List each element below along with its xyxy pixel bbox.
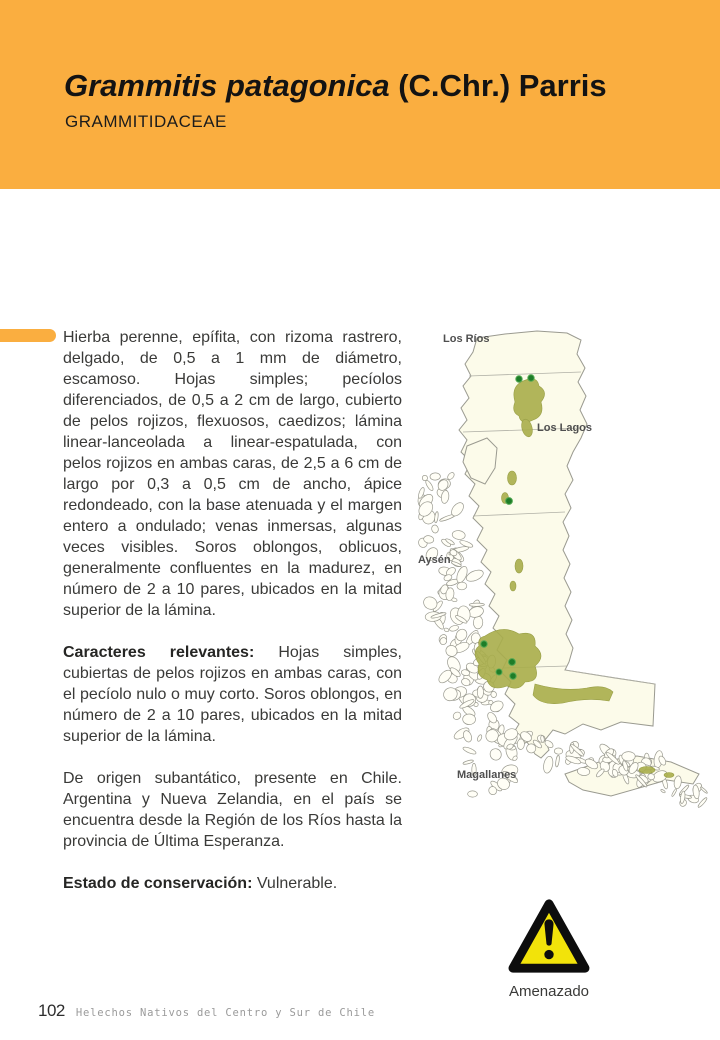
relevant-characters-text: Hojas simples, cubiertas de pelos rojizos en ambas caras, con el pecíolo nulo o muy corto. Soros oblongos, en número de 2 a 10 pares, ubicados en la mitad superior de la lámina. bbox=[63, 644, 402, 745]
map-region-label-los-rios: Los Ríos bbox=[443, 333, 490, 345]
conservation-status-label: Estado de conservación: bbox=[63, 875, 253, 892]
status-label: Amenazado bbox=[508, 983, 590, 1000]
page-footer bbox=[38, 1001, 375, 1021]
species-author: (C.Chr.) Parris bbox=[389, 68, 607, 103]
description-column bbox=[63, 327, 402, 915]
page-title bbox=[64, 68, 704, 104]
conservation-status-value: Vulnerable. bbox=[252, 875, 338, 892]
description-paragraph: Hierba perenne, epífita, con rizoma rastrero, delgado, de 0,5 a 1 mm de diámetro, escamoso. Hojas simples; pecíolos diferenciados, de 0,5 a 2 cm de largo, cubierto de pelos rojizos, flexuosos, caedizos; lámina linear-lanceolada a linear-espatulada, con pelos rojizos en ambas caras, de 2,5 a 6 cm de largo por 0,3 a 0,5 cm de ancho, ápice redondeado, con la base atenuada y el margen entero a ondulado; venas inmersas, algunas veces visibles. Soros oblongos, oblicuos, generalmente confluentes en la madurez, en número de 2 a 10 pares, ubicados en la mitad superior de la lámina. bbox=[63, 329, 402, 619]
map-region-label-los-lagos: Los Lagos bbox=[537, 422, 593, 434]
page-number: 102 bbox=[38, 1001, 65, 1020]
warning-triangle-icon bbox=[505, 896, 593, 976]
relevant-characters-label: Caracteres relevantes: bbox=[63, 644, 255, 661]
distribution-paragraph: De origen subantático, presente en Chile. Argentina y Nueva Zelandia, en el país se encuentra desde la Región de los Ríos hasta la provincia de Última Esperanza. bbox=[63, 770, 402, 850]
distribution-map bbox=[415, 326, 715, 812]
header-band bbox=[0, 0, 720, 189]
family-name: GRAMMITIDACEAE bbox=[65, 112, 227, 131]
relevant-characters-paragraph bbox=[63, 642, 402, 747]
chile-south-map-graphic bbox=[415, 326, 715, 812]
conservation-paragraph bbox=[63, 873, 402, 894]
section-marker bbox=[0, 329, 56, 342]
threat-status bbox=[501, 896, 597, 1000]
book-title: Helechos Nativos del Centro y Sur de Chile bbox=[75, 1007, 375, 1019]
species-name: Grammitis patagonica bbox=[64, 68, 390, 103]
map-region-label-aysen: Aysén bbox=[418, 554, 451, 566]
map-region-label-magallanes: Magallanes bbox=[457, 769, 517, 781]
